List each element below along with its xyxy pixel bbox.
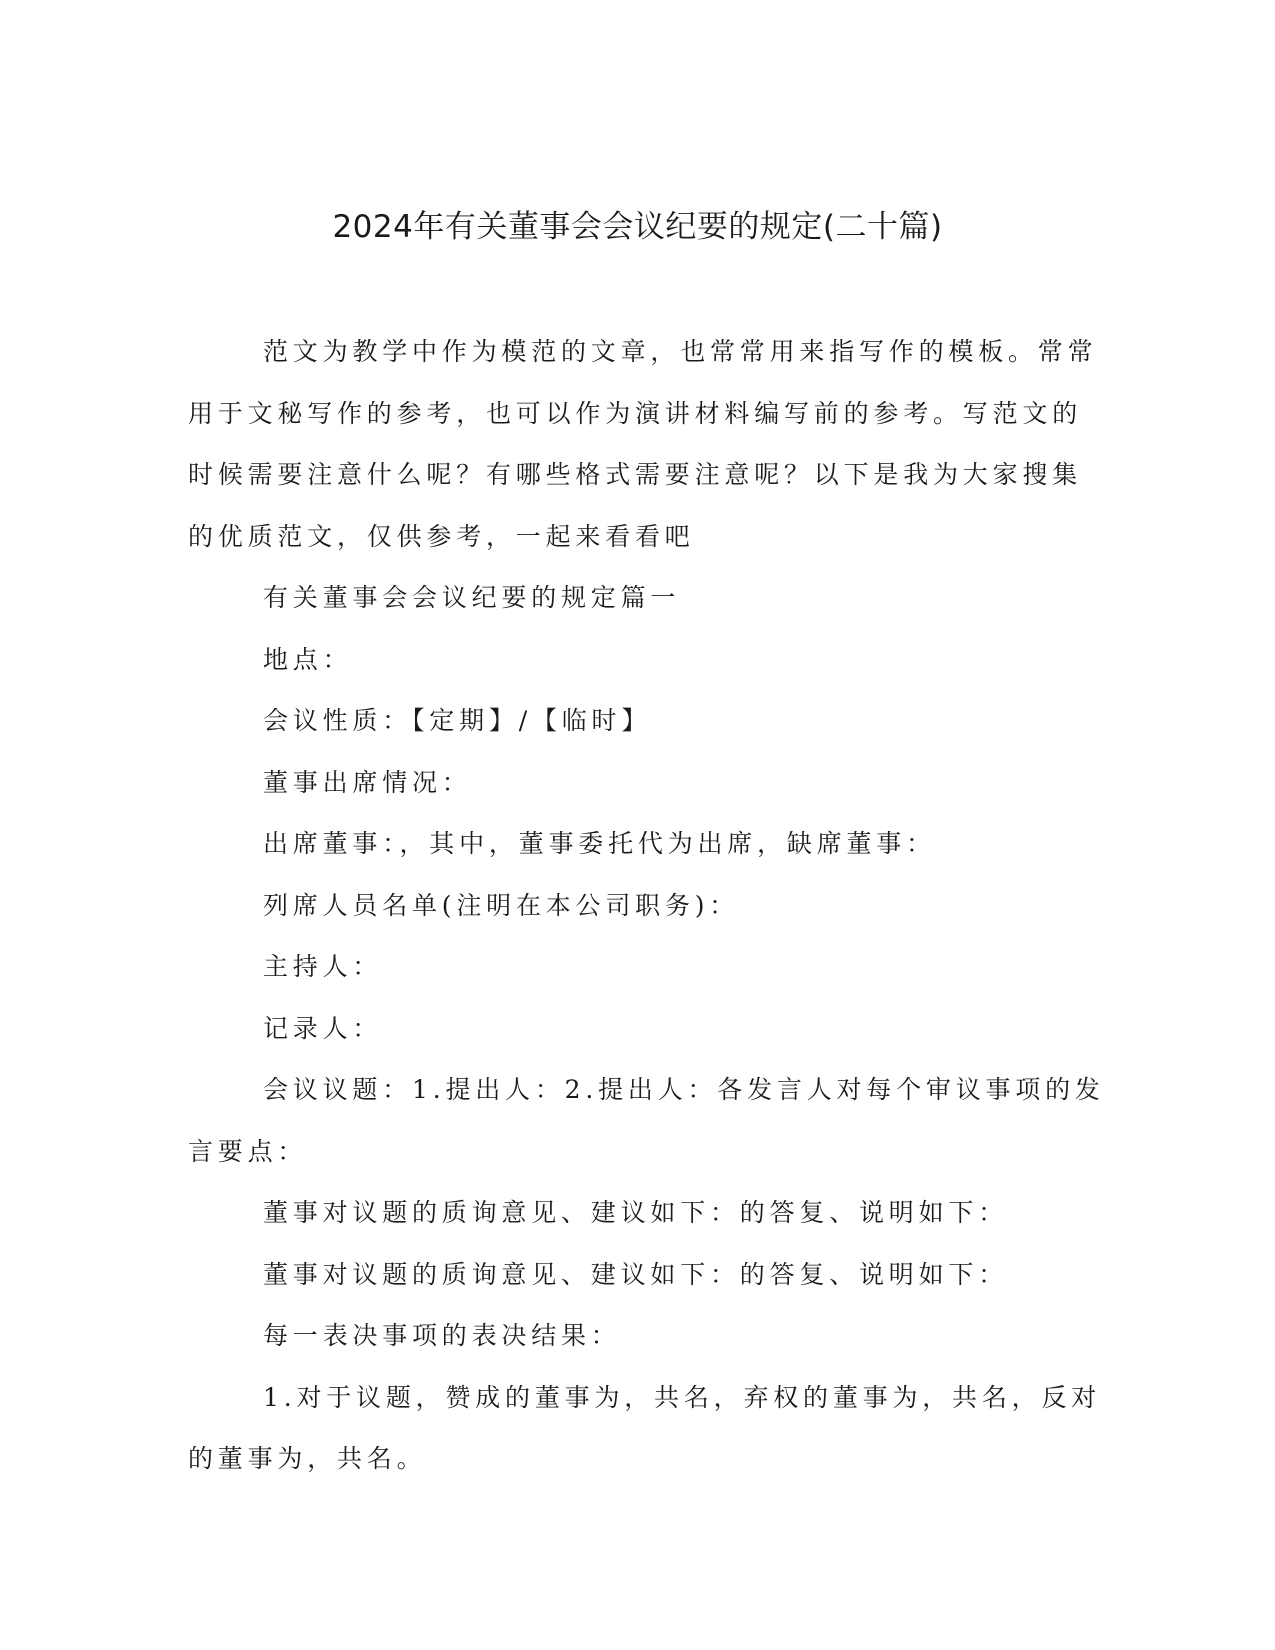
field-voting-results: 每一表决事项的表决结果： — [263, 1321, 621, 1350]
body-line: 言要点： — [188, 1136, 308, 1166]
field-meeting-nature: 会议性质：【定期】/【临时】 — [263, 706, 652, 735]
body-line: 范文为教学中作为模范的文章，也常常用来指写作的模板。常常 — [263, 337, 1098, 366]
field-agenda: 会议议题：1.提出人：2.提出人：各发言人对每个审议事项的发 — [263, 1075, 1105, 1104]
body-line: 1.对于议题，赞成的董事为，共名，弃权的董事为，共名，反对 — [263, 1382, 1102, 1412]
document-body — [188, 321, 1105, 1490]
body-line: 的优质范文，仅供参考，一起来看看吧 — [188, 521, 695, 551]
field-attending-directors: 出席董事：，其中，董事委托代为出席，缺席董事： — [263, 829, 936, 858]
field-attendee-list: 列席人员名单(注明在本公司职务)： — [263, 890, 740, 920]
field-host: 主持人： — [263, 952, 383, 981]
field-recorder: 记录人： — [263, 1013, 383, 1043]
document-title: 2024年有关董事会会议纪要的规定(二十篇) — [332, 209, 943, 245]
body-line: 的董事为，共名。 — [188, 1444, 427, 1473]
body-line: 董事对议题的质询意见、建议如下：的答复、说明如下： — [263, 1198, 1009, 1227]
body-line: 用于文秘写作的参考，也可以作为演讲材料编写前的参考。写范文的 — [188, 398, 1083, 428]
body-line: 董事对议题的质询意见、建议如下：的答复、说明如下： — [263, 1259, 1009, 1289]
body-line: 时候需要注意什么呢？有哪些格式需要注意呢？以下是我为大家搜集 — [188, 460, 1083, 489]
field-location: 地点： — [263, 644, 353, 674]
section-heading: 有关董事会会议纪要的规定篇一 — [263, 583, 681, 612]
field-director-attendance: 董事出席情况： — [263, 767, 472, 797]
